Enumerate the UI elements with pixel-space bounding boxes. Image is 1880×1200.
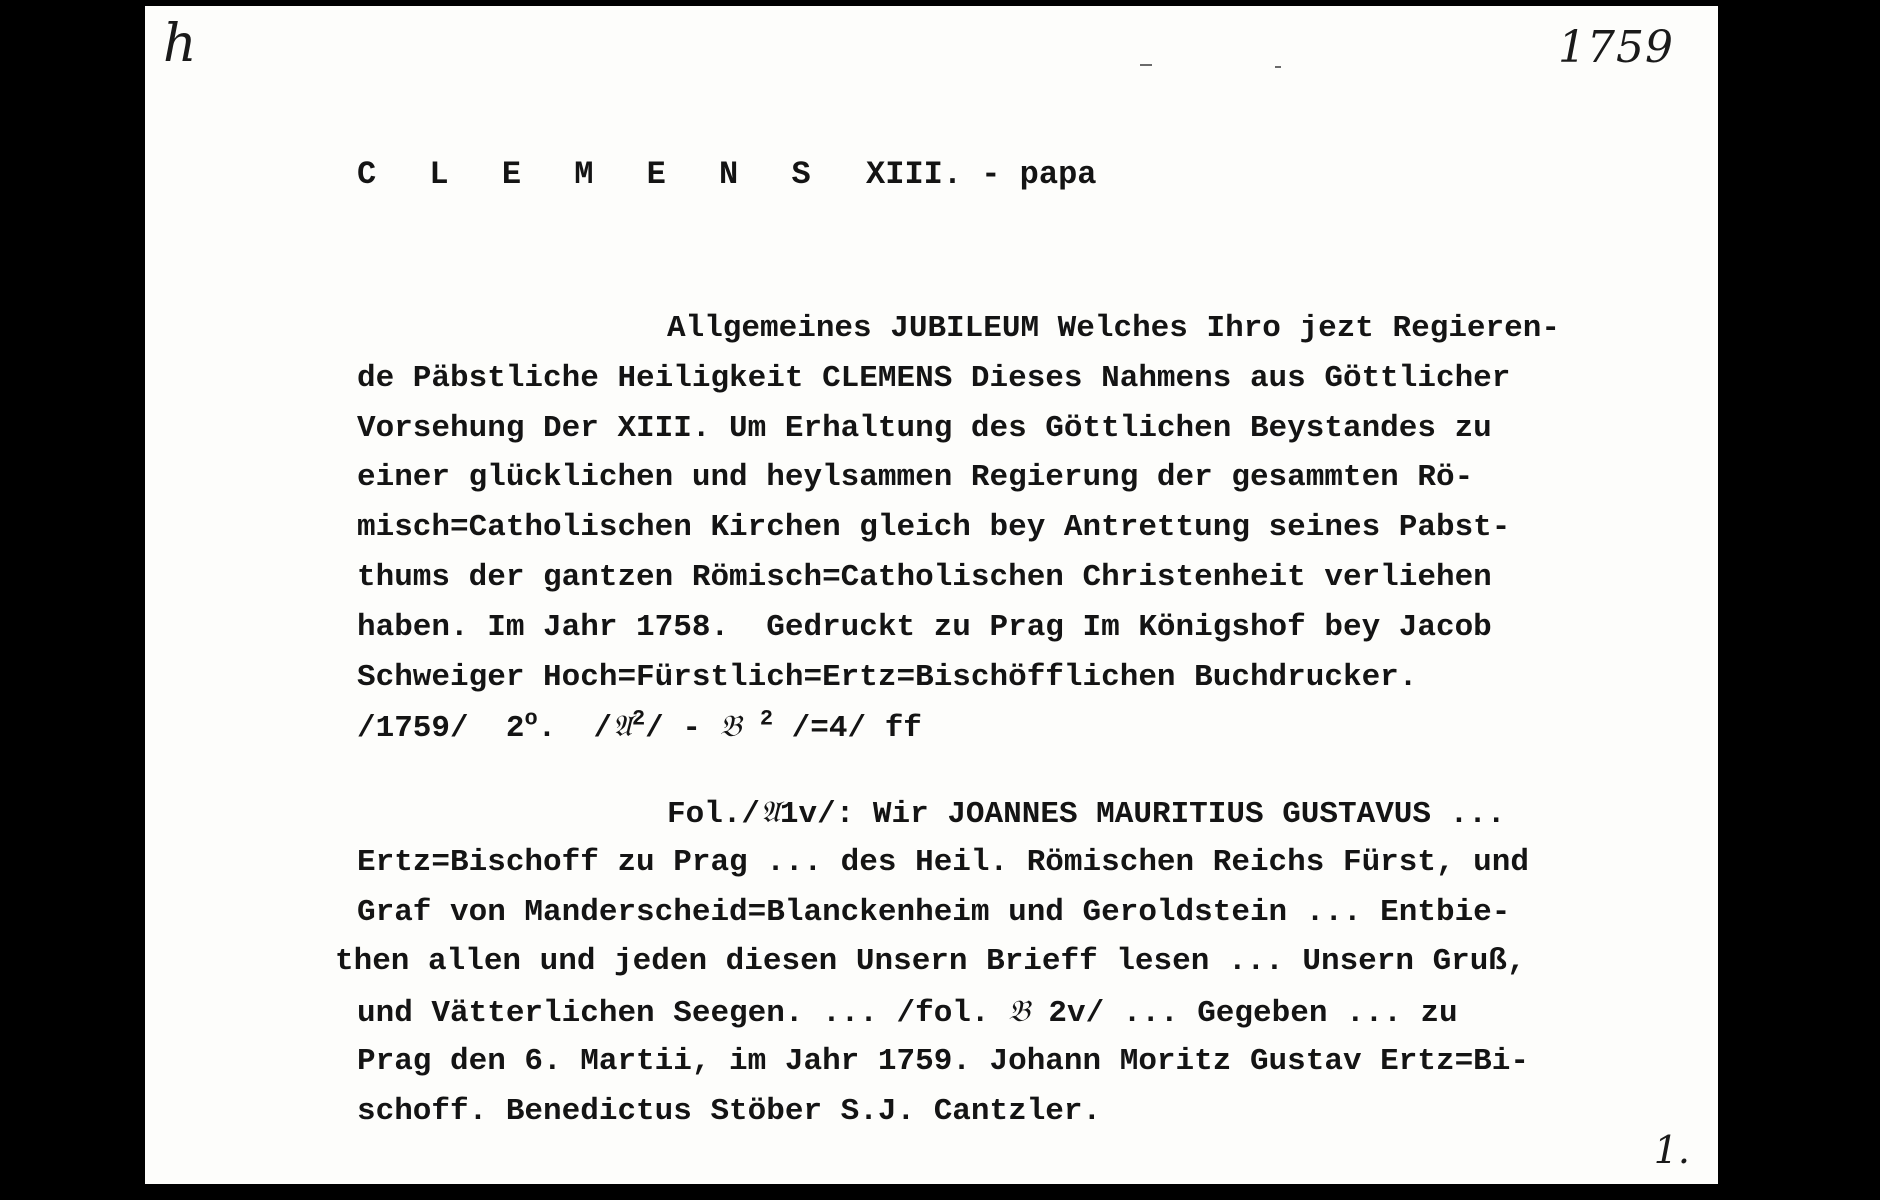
title-line: haben. Im Jahr 1758. Gedruckt zu Prag Im Königshof bey Jacob <box>357 609 1492 645</box>
title-line: Allgemeines JUBILEUM Welches Ihro jezt Regieren- <box>667 311 1560 346</box>
title-description <box>357 304 1667 752</box>
folio-line-text: und Vätterlichen Seegen. ... /fol. <box>357 996 1009 1032</box>
title-line: thums der gantzen Römisch=Catholischen Christenheit verliehen <box>357 559 1492 595</box>
reference-number: 1759 <box>1558 22 1674 73</box>
folio-line <box>357 788 1667 838</box>
collation-sig-a-open: / <box>593 711 613 747</box>
collation-line: /1759/ 2$^o$. /𝔄$^2$/ - 𝔅 $^2$ /=4/ ff <box>357 707 922 747</box>
folio-line-text: 2v/ ... Gegeben ... zu <box>1029 996 1458 1032</box>
catalog-card <box>145 6 1718 1184</box>
signature-b-glyph: 𝔅 <box>1008 994 1030 1030</box>
signature-a-sup: 2 <box>631 707 646 733</box>
title-line: misch=Catholischen Kirchen gleich bey Antrettung seines Pabst- <box>357 510 1511 546</box>
folio-prefix: Fol./ <box>667 797 761 832</box>
signature-b-glyph: 𝔅 <box>719 709 742 745</box>
folio-line: Prag den 6. Martii, im Jahr 1759. Johann Moritz Gustav Ertz=Bi- <box>357 1043 1529 1079</box>
title-line: de Päbstliche Heiligkeit CLEMENS Dieses Nahmens aus Göttlicher <box>357 360 1511 396</box>
folio-line: Ertz=Bischoff zu Prag ... des Heil. Römischen Reichs Fürst, und <box>357 844 1529 880</box>
title-line: einer glücklichen und heylsammen Regierung der gesammten Rö- <box>357 460 1474 496</box>
folio-description <box>335 788 1667 1137</box>
title-line: Schweiger Hoch=Fürstlich=Ertz=Bischöfflichen Buchdrucker. <box>357 659 1418 695</box>
folio-line: schoff. Benedictus Stöber S.J. Cantzler. <box>357 1093 1102 1129</box>
signature-a-glyph: 𝔄 <box>760 795 780 830</box>
folio-line: then allen und jeden diesen Unsern Brieff lesen ... Unsern Gruß, <box>335 944 1526 980</box>
signature-b-sup: 2 <box>759 707 774 733</box>
collation-format-sup: o <box>524 707 538 733</box>
folio-line-text: 1v/: Wir JOANNES MAURITIUS GUSTAVUS ... <box>779 797 1506 832</box>
signature-a-glyph: 𝔄 <box>612 709 632 745</box>
heading-name: C L E M E N S <box>357 156 828 193</box>
scan-speck <box>1275 66 1281 68</box>
corner-handwritten-mark: h <box>163 14 197 74</box>
collation-leaves: /=4/ ff <box>773 711 922 747</box>
collation-sig-a-close: / - <box>645 711 720 747</box>
card-heading <box>357 156 1096 193</box>
title-line: Vorsehung Der XIII. Um Erhaltung des Göttlichen Beystandes zu <box>357 410 1492 446</box>
scan-speck <box>1140 64 1152 66</box>
folio-line <box>357 987 1667 1037</box>
folio-line: Graf von Manderscheid=Blanckenheim und Geroldstein ... Entbie- <box>357 894 1511 930</box>
card-number: 1. <box>1653 1128 1690 1172</box>
heading-rest: XIII. - papa <box>866 156 1097 193</box>
collation-format: 2 <box>505 711 525 747</box>
collation-year: /1759/ <box>357 711 469 747</box>
